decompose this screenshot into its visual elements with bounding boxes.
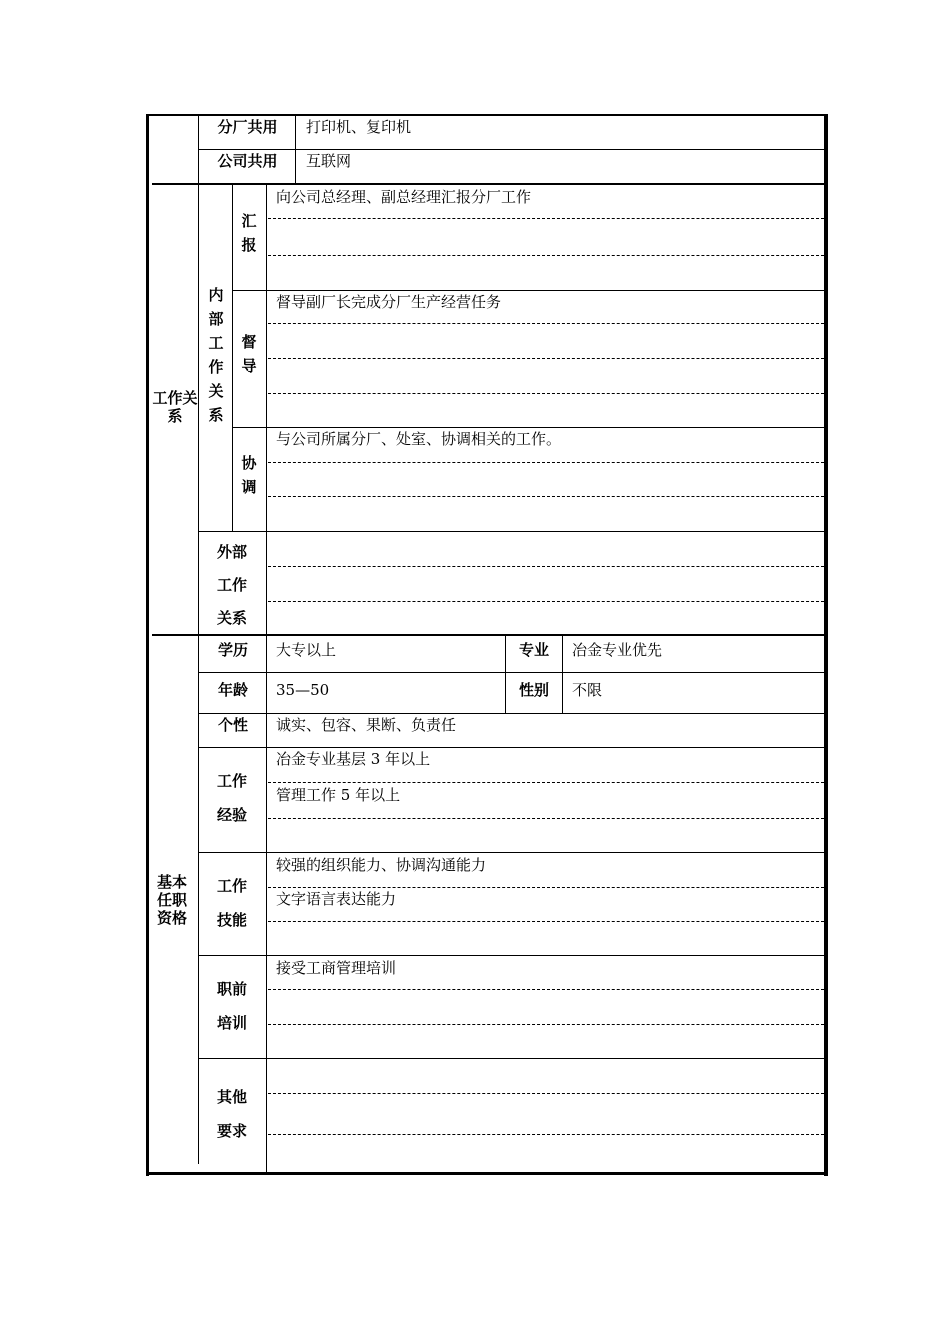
- ruled-line: [268, 393, 824, 394]
- skills-label: 工作技能: [216, 877, 247, 929]
- divider: [232, 427, 824, 428]
- ruled-line: [268, 989, 824, 990]
- divider: [562, 636, 563, 713]
- supervise-text: 督导副厂长完成分厂生产经营任务: [276, 293, 502, 311]
- experience-item: 冶金专业基层 3 年以上: [276, 750, 431, 768]
- external-relations-label: 外部工作关系: [216, 543, 247, 627]
- ruled-line: [268, 887, 824, 888]
- company-shared-value: 互联网: [306, 152, 352, 170]
- divider: [198, 636, 199, 1164]
- table-border-left: [146, 114, 149, 1176]
- table-border-bottom: [146, 1172, 828, 1175]
- divider: [198, 713, 824, 714]
- ruled-line: [268, 255, 824, 256]
- ruled-line: [268, 566, 824, 567]
- table-border-right: [824, 114, 828, 1176]
- personality-value: 诚实、包容、果断、负责任: [276, 716, 457, 734]
- ruled-line: [268, 782, 824, 783]
- experience-label: 工作经验: [216, 772, 247, 824]
- section-divider: [152, 183, 824, 185]
- branch-shared-value: 打印机、复印机: [306, 118, 412, 136]
- major-label: 专业: [518, 641, 549, 659]
- gender-label: 性别: [518, 681, 549, 699]
- divider: [198, 852, 824, 853]
- divider: [232, 185, 233, 531]
- divider: [198, 185, 199, 635]
- divider: [198, 672, 824, 673]
- other-requirements-label: 其他要求: [216, 1088, 247, 1140]
- age-label: 年龄: [217, 681, 248, 699]
- branch-shared-label: 分厂共用: [217, 118, 278, 136]
- ruled-line: [268, 601, 824, 602]
- training-item: 接受工商管理培训: [276, 959, 397, 977]
- report-label: 汇报: [241, 212, 257, 254]
- divider: [198, 1058, 824, 1059]
- table-border-top: [146, 114, 828, 116]
- section-divider: [152, 634, 824, 636]
- ruled-line: [268, 218, 824, 219]
- divider: [266, 636, 267, 1172]
- skills-item: 文字语言表达能力: [276, 890, 397, 908]
- report-text: 向公司总经理、副总经理汇报分厂工作: [276, 188, 532, 206]
- qualifications-label: 基本任职资格: [156, 873, 187, 927]
- training-label: 职前培训: [216, 980, 247, 1032]
- ruled-line: [268, 1093, 824, 1094]
- ruled-line: [268, 1134, 824, 1135]
- ruled-line: [268, 462, 824, 463]
- divider: [198, 531, 824, 532]
- work-relations-label: 工作关系: [152, 389, 198, 425]
- ruled-line: [268, 921, 824, 922]
- ruled-line: [268, 1024, 824, 1025]
- ruled-line: [268, 818, 824, 819]
- supervise-label: 督导: [241, 333, 257, 375]
- gender-value: 不限: [572, 681, 603, 699]
- divider: [232, 290, 824, 291]
- divider: [266, 185, 267, 635]
- major-value: 冶金专业优先: [572, 641, 663, 659]
- ruled-line: [268, 496, 824, 497]
- divider: [198, 747, 824, 748]
- company-shared-label: 公司共用: [217, 152, 278, 170]
- skills-item: 较强的组织能力、协调沟通能力: [276, 856, 487, 874]
- ruled-line: [268, 323, 824, 324]
- coordinate-label: 协调: [241, 454, 257, 496]
- divider: [198, 149, 824, 150]
- experience-item: 管理工作 5 年以上: [276, 786, 401, 804]
- education-label: 学历: [217, 641, 248, 659]
- divider: [198, 955, 824, 956]
- age-value: 35—50: [276, 681, 330, 699]
- coordinate-text: 与公司所属分厂、处室、协调相关的工作。: [276, 430, 562, 448]
- personality-label: 个性: [217, 716, 248, 734]
- internal-relations-label: 内部工作关系: [208, 286, 224, 424]
- education-value: 大专以上: [276, 641, 337, 659]
- ruled-line: [268, 358, 824, 359]
